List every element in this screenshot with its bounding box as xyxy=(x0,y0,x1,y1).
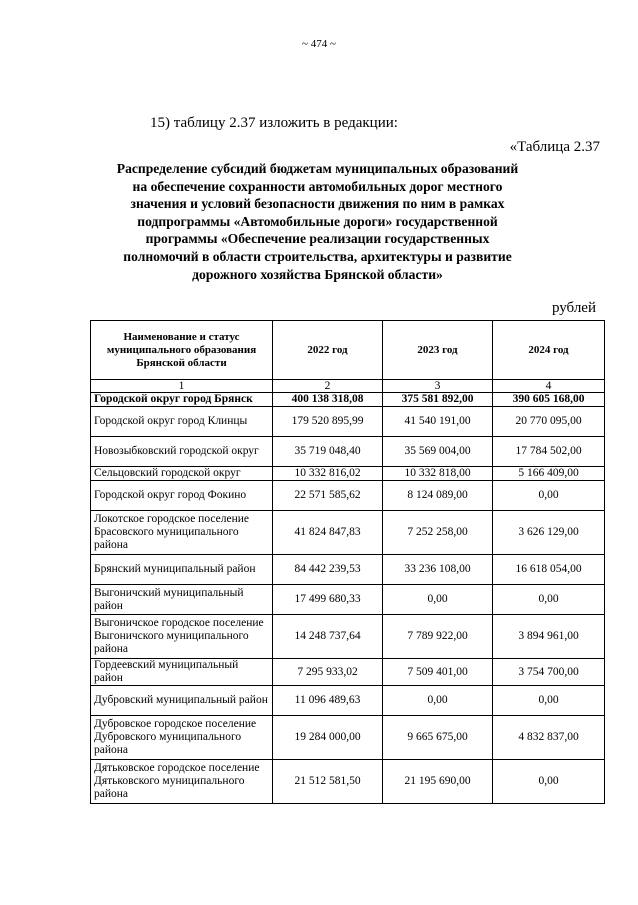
heading-line: подпрограммы «Автомобильные дороги» государственной xyxy=(137,213,498,229)
value-2022: 7 295 933,02 xyxy=(273,659,383,686)
value-2024: 3 626 129,00 xyxy=(493,511,605,555)
value-2022: 400 138 318,08 xyxy=(273,393,383,407)
header-name: Наименование и статус муниципального образования Брянской области xyxy=(91,321,273,380)
value-2023: 7 252 258,00 xyxy=(383,511,493,555)
table-row xyxy=(91,407,605,437)
municipality-name: Городской округ город Брянск xyxy=(91,393,273,407)
value-2022: 22 571 585,62 xyxy=(273,481,383,511)
table-row xyxy=(91,555,605,585)
col-number: 1 xyxy=(91,380,273,393)
value-2024: 20 770 095,00 xyxy=(493,407,605,437)
value-2023: 41 540 191,00 xyxy=(383,407,493,437)
units-label: рублей xyxy=(551,300,596,316)
table-row xyxy=(91,437,605,467)
value-2024: 4 832 837,00 xyxy=(493,716,605,760)
header-2024: 2024 год xyxy=(493,321,605,380)
col-number: 4 xyxy=(493,380,605,393)
intro-text: 15) таблицу 2.37 изложить в редакции: xyxy=(150,115,398,131)
table-row xyxy=(91,659,605,686)
municipality-name: Брянский муниципальный район xyxy=(91,555,273,585)
value-2023: 7 509 401,00 xyxy=(383,659,493,686)
value-2024: 0,00 xyxy=(493,760,605,804)
heading-line: на обеспечение сохранности автомобильных дорог местного xyxy=(132,178,503,194)
municipality-name: Выгоничский муниципальный район xyxy=(91,585,273,615)
value-2023: 33 236 108,00 xyxy=(383,555,493,585)
table-row xyxy=(91,686,605,716)
value-2024: 0,00 xyxy=(493,481,605,511)
column-number-row xyxy=(91,380,605,393)
value-2023: 9 665 675,00 xyxy=(383,716,493,760)
value-2022: 35 719 048,40 xyxy=(273,437,383,467)
header-2023: 2023 год xyxy=(383,321,493,380)
municipality-name: Дубровский муниципальный район xyxy=(91,686,273,716)
municipality-name: Локотское городское поселение Брасовского муниципального района xyxy=(91,511,273,555)
value-2022: 41 824 847,83 xyxy=(273,511,383,555)
table-row xyxy=(91,511,605,555)
value-2024: 0,00 xyxy=(493,686,605,716)
value-2024: 17 784 502,00 xyxy=(493,437,605,467)
value-2024: 16 618 054,00 xyxy=(493,555,605,585)
value-2023: 21 195 690,00 xyxy=(383,760,493,804)
col-number: 2 xyxy=(273,380,383,393)
subsidy-table xyxy=(90,320,605,804)
municipality-name: Городской округ город Клинцы xyxy=(91,407,273,437)
header-2022: 2022 год xyxy=(273,321,383,380)
value-2022: 11 096 489,63 xyxy=(273,686,383,716)
heading-line: полномочий в области строительства, архитектуры и развитие xyxy=(123,248,512,264)
table-row xyxy=(91,393,605,407)
value-2022: 21 512 581,50 xyxy=(273,760,383,804)
value-2022: 14 248 737,64 xyxy=(273,615,383,659)
table-row xyxy=(91,467,605,481)
table-row xyxy=(91,585,605,615)
heading-line: дорожного хозяйства Брянской области» xyxy=(192,266,443,282)
value-2023: 35 569 004,00 xyxy=(383,437,493,467)
value-2022: 19 284 000,00 xyxy=(273,716,383,760)
value-2023: 8 124 089,00 xyxy=(383,481,493,511)
value-2024: 3 754 700,00 xyxy=(493,659,605,686)
value-2024: 0,00 xyxy=(493,585,605,615)
municipality-name: Гордеевский муниципальный район xyxy=(91,659,273,686)
table-header-row xyxy=(91,321,605,380)
heading-line: программы «Обеспечение реализации государственных xyxy=(145,231,490,247)
table-row xyxy=(91,760,605,804)
value-2024: 390 605 168,00 xyxy=(493,393,605,407)
municipality-name: Сельцовский городской округ xyxy=(91,467,273,481)
municipality-name: Дубровское городское поселение Дубровского муниципального района xyxy=(91,716,273,760)
value-2022: 10 332 816,02 xyxy=(273,467,383,481)
col-number: 3 xyxy=(383,380,493,393)
document-heading xyxy=(105,160,530,283)
value-2024: 3 894 961,00 xyxy=(493,615,605,659)
heading-line: значения и условий безопасности движения по ним в рамках xyxy=(130,196,505,212)
value-2023: 0,00 xyxy=(383,686,493,716)
table-row xyxy=(91,716,605,760)
value-2023: 0,00 xyxy=(383,585,493,615)
value-2022: 17 499 680,33 xyxy=(273,585,383,615)
table-row xyxy=(91,481,605,511)
value-2023: 10 332 818,00 xyxy=(383,467,493,481)
heading-line: Распределение субсидий бюджетам муниципальных образований xyxy=(116,161,519,176)
value-2022: 84 442 239,53 xyxy=(273,555,383,585)
value-2023: 375 581 892,00 xyxy=(383,393,493,407)
value-2023: 7 789 922,00 xyxy=(383,615,493,659)
value-2022: 179 520 895,99 xyxy=(273,407,383,437)
municipality-name: Новозыбковский городской округ xyxy=(91,437,273,467)
page-number: ~ 474 ~ xyxy=(302,38,336,50)
municipality-name: Выгоничское городское поселение Выгоничского муниципального района xyxy=(91,615,273,659)
municipality-name: Городской округ город Фокино xyxy=(91,481,273,511)
value-2024: 5 166 409,00 xyxy=(493,467,605,481)
municipality-name: Дятьковское городское поселение Дятьковского муниципального района xyxy=(91,760,273,804)
table-row xyxy=(91,615,605,659)
table-reference: «Таблица 2.37 xyxy=(509,139,600,155)
